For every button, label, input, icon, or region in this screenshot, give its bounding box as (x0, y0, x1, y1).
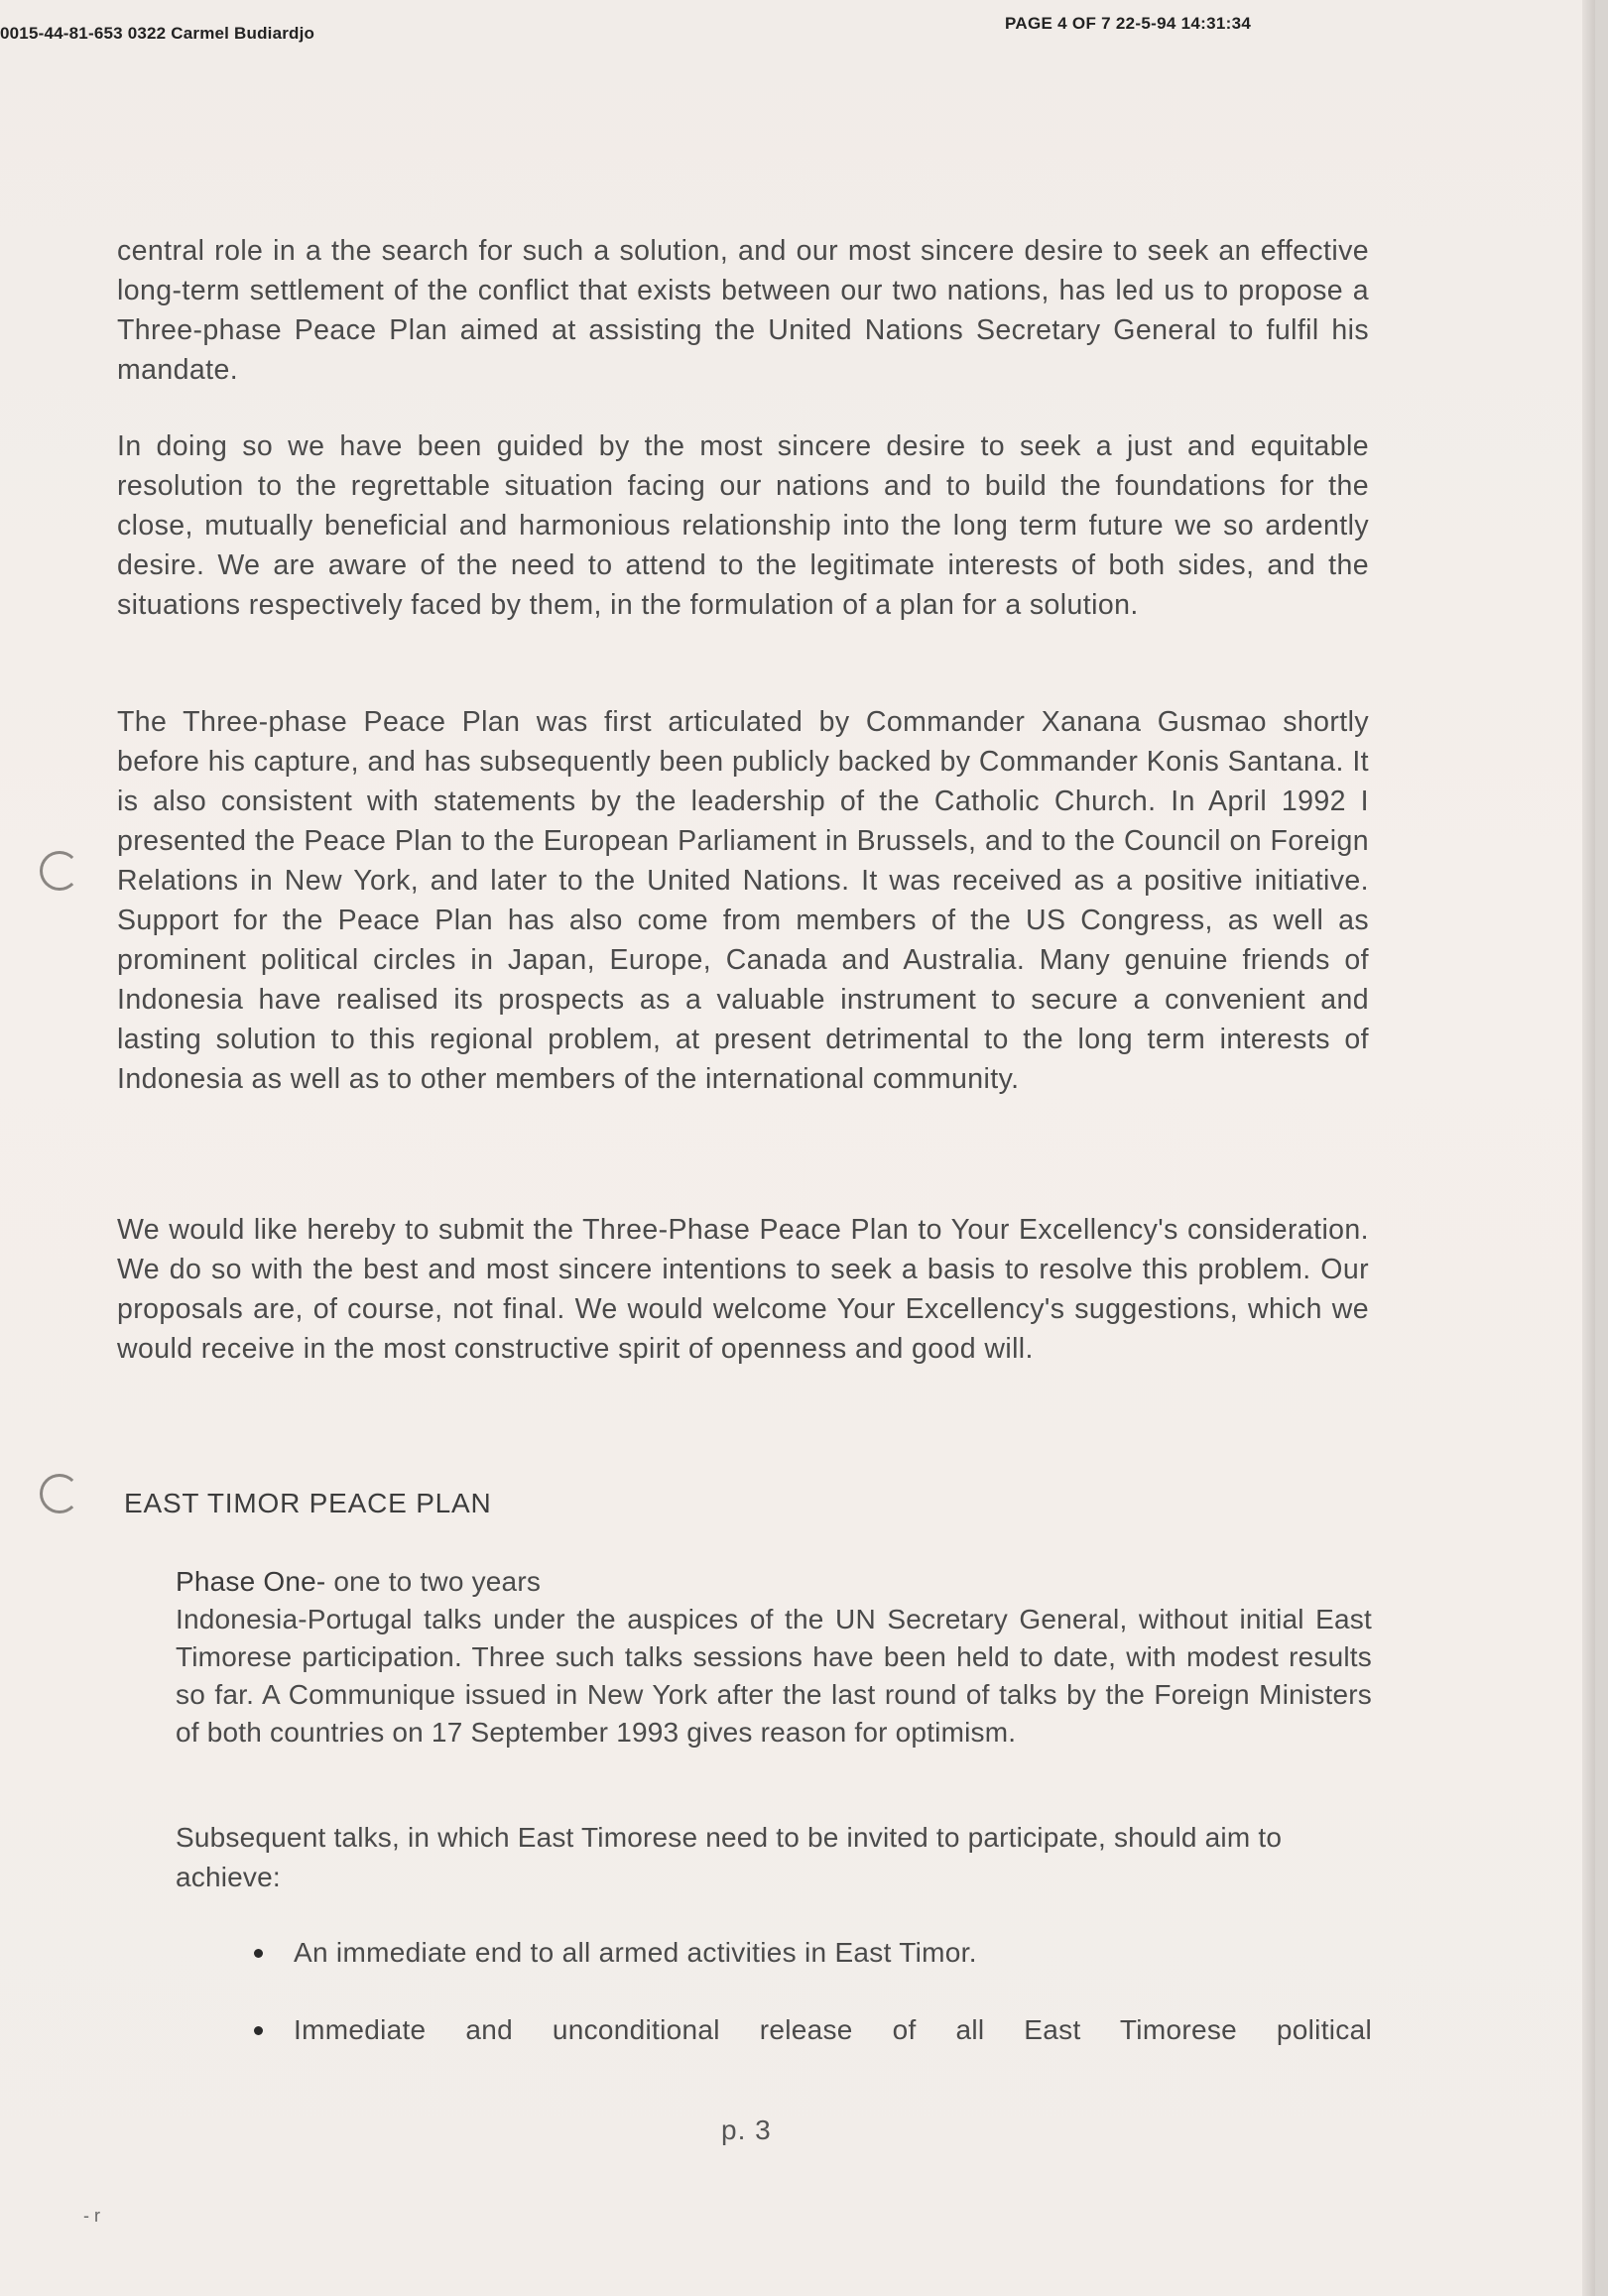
phase-one-title: Phase One- (176, 1566, 326, 1597)
list-item (250, 2011, 1372, 2049)
fax-header-sender: 0015-44-81-653 0322 Carmel Budiardjo (0, 24, 315, 43)
paragraph-guided-desire: In doing so we have been guided by the most sincere desire to seek a just and equitable resolution to the regrettable situation facing our nations and to build the foundations for the close, mutually beneficial and harmonious relationship into the long term future we so ardently desire. We are aware of the need to attend to the legitimate interests of both sides, and the situations respectively faced by them, in the formulation of a plan for a solution. (117, 430, 1369, 621)
page-number: p. 3 (721, 2115, 772, 2145)
fax-header-page-info: PAGE 4 OF 7 22-5-94 14:31:34 (1005, 14, 1252, 33)
page-edge-shadow (1582, 0, 1595, 2296)
bullet-icon (254, 1949, 263, 1958)
phase-one-duration: one to two years (325, 1566, 542, 1597)
scan-mark: - r (83, 2206, 100, 2226)
section-heading: EAST TIMOR PEACE PLAN (124, 1488, 492, 1518)
phase-one-block (176, 1563, 1372, 1752)
phase-one-text: Indonesia-Portugal talks under the auspices of the UN Secretary General, without initial East Timorese participation. Three such talks sessions have been held to date, with modest results so far. A Communique issued in New York after the last round of talks by the Foreign Ministers of both countries on 17 September 1993 gives reason for optimism. (176, 1604, 1372, 1748)
bullet-icon (254, 2026, 263, 2035)
paragraph-plan-history: The Three-phase Peace Plan was first articulated by Commander Xanana Gusmao shortly before his capture, and has subsequently been publicly backed by Commander Konis Santana. It is also consistent with statements by the leadership of the Catholic Church. In April 1992 I presented the Peace Plan to the European Parliament in Brussels, and to the Council on Foreign Relations in New York, and later to the United Nations. It was received as a positive initiative. Support for the Peace Plan has also come from members of the US Congress, as well as prominent political circles in Japan, Europe, Canada and Australia. Many genuine friends of Indonesia have realised its prospects as a valuable instrument to secure a convenient and lasting solution to this regional problem, at present detrimental to the long term interests of Indonesia as well as to other members of the international community. (117, 706, 1369, 1095)
paragraph-submission: We would like hereby to submit the Three-Phase Peace Plan to Your Excellency's consideration. We do so with the best and most sincere intentions to seek a basis to resolve this problem. Our proposals are, of course, not final. We would welcome Your Excellency's suggestions, which we would receive in the most constructive spirit of openness and good will. (117, 1214, 1369, 1365)
punch-hole-icon (40, 1474, 79, 1513)
list-item (250, 1934, 1372, 1972)
list-item-text: Immediate and unconditional release of all East Timorese political (294, 2014, 1372, 2045)
phase-one-title-line (176, 1563, 1372, 1601)
paragraph-solution-role: central role in a the search for such a solution, and our most sincere desire to seek an effective long-term settlement of the conflict that exists between our two nations, has led us to propose a Three-phase Peace Plan aimed at assisting the United Nations Secretary General to fulfil his mandate. (117, 235, 1369, 386)
punch-hole-icon (40, 851, 79, 891)
objectives-list (250, 1934, 1372, 2089)
subsequent-talks-text: Subsequent talks, in which East Timorese need to be invited to participate, should aim to achieve: (176, 1822, 1283, 1892)
list-item-text: An immediate end to all armed activities in East Timor. (294, 1937, 977, 1968)
